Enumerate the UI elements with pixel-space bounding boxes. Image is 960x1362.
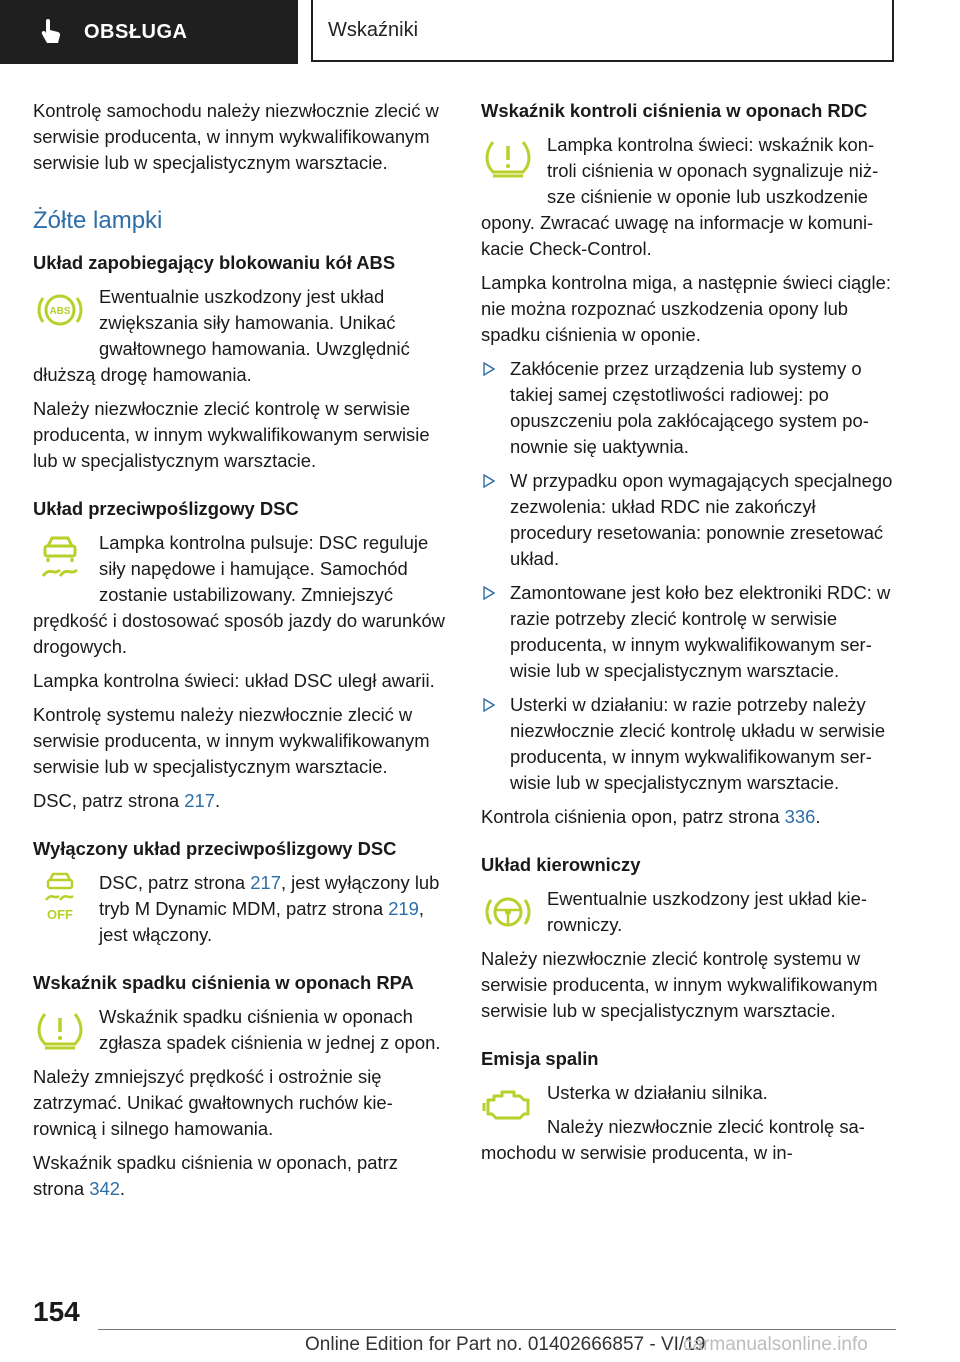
emission-heading: Emisja spalin: [481, 1048, 599, 1069]
right-column: [481, 98, 897, 1188]
svg-text:ABS: ABS: [49, 306, 71, 317]
dsc-page-link[interactable]: 217: [184, 790, 215, 811]
steering-text-1: Ewentualnie uszkodzony jest układ kierowniczy.: [547, 888, 867, 935]
dsc-heading: Układ przeciwpoślizgowy DSC: [33, 498, 299, 519]
abs-heading: Układ zapobiegający blokowaniu kół ABS: [33, 252, 396, 273]
rpa-heading: Wskaźnik spadku ciśnienia w oponach RPA: [33, 972, 414, 993]
section-tab[interactable]: [0, 0, 298, 64]
hand-pointer-icon: [40, 19, 62, 45]
page-title: Wskaźniki: [328, 18, 419, 41]
triangle-bullet-icon: [483, 362, 495, 376]
emission-text-1: Usterka w działaniu silnika.: [547, 1082, 768, 1103]
rpa-text-2: Należy zmniejszyć prędkość i ostrożnie się zatrzymać. Unikać gwałtownych ruchów kierownicą i silnego hamowania.: [33, 1066, 393, 1139]
dsc-text-1: Lampka kontrolna pulsuje: DSC reguluje siły napędowe i hamujące. Samochód zostanie ustabilizowany. Zmniejszyć prędkość i dostosować sposób jazdy do warunków drogowych.: [33, 532, 445, 657]
page-header: [0, 0, 960, 66]
intro-paragraph: Kontrolę samochodu należy niezwłocznie zlecić w serwisie producenta, w innym wykwalifikowanym serwisie lub w specjalistycznym warsztacie.: [33, 100, 439, 173]
rdc-text-2: Lampka kontrolna miga, a następnie świeci ciągle: nie można rozpoznać uszkodzenia opony lub spadku ciśnienia w oponie.: [481, 272, 891, 345]
watermark: carmanualsonline.info: [683, 1334, 868, 1355]
dsc-text-2: Lampka kontrolna świeci: układ DSC uległ awarii.: [33, 670, 435, 691]
dsc-page-link-2[interactable]: 217: [250, 872, 281, 893]
page-number: 154: [33, 1296, 80, 1327]
rpa-text-1: Wskaźnik spadku ciśnienia w oponach zgłasza spadek ciśnienia w jednej z opon.: [99, 1006, 441, 1053]
dsc-section: [33, 496, 445, 814]
triangle-bullet-icon: [483, 698, 495, 712]
abs-section: [33, 250, 445, 474]
footer-divider: [98, 1329, 896, 1330]
rpa-section: [33, 970, 445, 1202]
list-item: Usterki w działaniu: w razie potrzeby należy niezwłocznie zlecić kontrolę układu w serwisie producenta, w innym wykwalifikowanym serwisie lub w specjalistycznym warsztacie.: [481, 692, 897, 796]
left-column: [33, 98, 445, 1224]
emission-section: [481, 1046, 897, 1166]
page-title-tab: [311, 0, 894, 62]
rdc-section: [481, 98, 897, 830]
dsc-off-section: [33, 836, 445, 948]
dsc-off-icon: [33, 870, 87, 922]
emission-text-2: Należy niezwłocznie zlecić kontrolę samochodu w serwisie producenta, w in-: [481, 1116, 865, 1163]
section-label: OBSŁUGA: [84, 20, 188, 43]
dsc-off-heading: Wyłączony układ przeciwpoślizgowy DSC: [33, 838, 397, 859]
list-item: Zamontowane jest koło bez elektroniki RDC: w razie potrzeby zlecić kontrolę w serwisie producenta, w innym wykwalifikowanym serwisie lub w specjalistycznym warsztacie.: [481, 580, 897, 684]
dsc-text-3: Kontrolę systemu należy niezwłocznie zlecić w serwisie producenta, w innym wykwalifikowanym serwisie lub w specjalistycznym warsztacie.: [33, 704, 430, 777]
abs-warning-icon: [33, 284, 87, 336]
steering-wheel-warning-icon: [481, 886, 535, 938]
yellow-lamps-heading: Żółte lampki: [33, 207, 163, 234]
abs-text-2: Należy niezwłocznie zlecić kontrolę w serwisie producenta, w innym wykwalifikowanym serwisie lub w specjalistycznym warsztacie.: [33, 398, 430, 471]
list-item: W przypadku opon wymagających specjalnego zezwolenia: układ RDC nie zakończył procedury resetowania: ponownie zresetować układ.: [481, 468, 897, 572]
steering-section: [481, 852, 897, 1024]
rdc-heading: Wskaźnik kontroli ciśnienia w oponach RDC: [481, 100, 868, 121]
tire-pressure-icon: [33, 1004, 87, 1056]
steering-text-2: Należy niezwłocznie zlecić kontrolę systemu w serwisie producenta, w innym wykwalifikowanym serwisie lub w specjalistycznym warsztacie.: [481, 948, 878, 1021]
triangle-bullet-icon: [483, 586, 495, 600]
rpa-page-link[interactable]: 342: [89, 1178, 120, 1199]
rdc-reference: Kontrola ciśnienia opon, patrz strona 336.: [481, 806, 821, 827]
dsc-skid-icon: [33, 530, 87, 582]
rdc-page-link[interactable]: 336: [784, 806, 816, 827]
rdc-text-1: Lampka kontrolna świeci: wskaźnik kontroli ciśnienia w oponach sygnalizuje niższe ciśnienie w oponie lub uszkodzenie opony. Zwracać uwagę na informacje w komunikacie Check-Control.: [481, 134, 879, 259]
dsc-off-text: DSC, patrz strona 217, jest wyłączony lub tryb M Dynamic MDM, patrz strona 219, jest włączony.: [99, 872, 440, 945]
tire-pressure-icon-rdc: [481, 132, 535, 184]
edition-text: Online Edition for Part no. 01402666857 - VI/19: [305, 1334, 706, 1355]
abs-text-1: Ewentualnie uszkodzony jest układ zwiększania siły hamowania. Unikać gwałtownego hamowania. Uwzględnić dłuższą drogę hamowania.: [33, 286, 410, 385]
svg-text:OFF: OFF: [47, 907, 73, 922]
rdc-bullet-list: [481, 356, 897, 796]
triangle-bullet-icon: [483, 474, 495, 488]
steering-heading: Układ kierowniczy: [481, 854, 641, 875]
rpa-reference: Wskaźnik spadku ciśnienia w oponach, patrz strona 342.: [33, 1152, 398, 1199]
engine-check-icon: [481, 1080, 535, 1132]
list-item: Zakłócenie przez urządzenia lub systemy o takiej samej częstotliwości radiowej: po opuszczeniu pola zakłócającego system ponownie się uaktywnia.: [481, 356, 897, 460]
dsc-reference: DSC, patrz strona 217.: [33, 790, 221, 811]
mdm-page-link[interactable]: 219: [388, 898, 419, 919]
